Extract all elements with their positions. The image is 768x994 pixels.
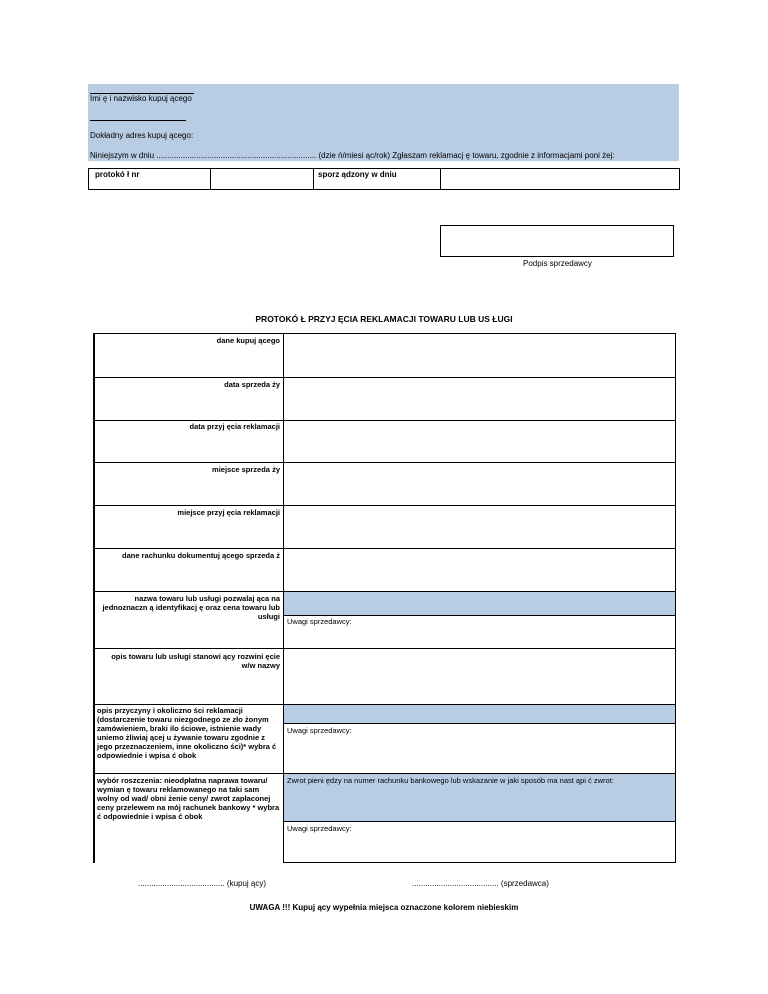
- row-line-1: [93, 333, 676, 334]
- refund-text: Zwrot pieni ędzy na numer rachunku bankowego lub wskazanie w jaki sposób ma nast ąpi ć zwrot:: [287, 776, 614, 785]
- row-line-2: [93, 377, 676, 378]
- product-name-divider: [283, 615, 676, 616]
- buyer-data-label: dane kupuj ącego: [216, 336, 280, 345]
- protocol-title: PROTOKÓ Ł PRZYJ ĘCIA REKLAMACJI TOWARU LUB US ŁUGI: [255, 314, 513, 324]
- protocol-divider-1: [210, 168, 211, 190]
- product-seller-notes: Uwagi sprzedawcy:: [287, 617, 352, 626]
- row-line-4: [93, 462, 676, 463]
- protocol-divider-2: [313, 168, 314, 190]
- acceptance-place-label: miejsce przyj ęcia reklamacji: [177, 508, 280, 517]
- row-line-3: [93, 420, 676, 421]
- buyer-signature: ....................................... (kupuj ący): [138, 879, 267, 888]
- address-line: [90, 120, 186, 121]
- defect-desc-divider: [283, 723, 676, 724]
- seller-signature: ....................................... (sprzedawca): [412, 879, 549, 888]
- defect-seller-notes: Uwagi sprzedawcy:: [287, 726, 352, 735]
- sale-date-label: data sprzeda ży: [224, 380, 280, 389]
- sale-place-label: miejsce sprzeda ży: [212, 465, 280, 474]
- protocol-number-label: protokó ł nr: [95, 170, 140, 179]
- protocol-divider-3: [440, 168, 441, 190]
- name-label: Imi ę i nazwisko kupuj ącego: [90, 94, 192, 103]
- row-line-8: [93, 648, 676, 649]
- claim-seller-notes: Uwagi sprzedawcy:: [287, 824, 352, 833]
- refund-divider: [283, 821, 676, 822]
- statement-text: Niniejszym w dniu ........................................................................ (dzie ń/miesi ąc/rok) Zgłaszam reklamacj ę towaru, zgodnie z informacjami poni żej:: [90, 151, 615, 160]
- acceptance-date-label: data przyj ęcia reklamacji: [189, 422, 280, 431]
- drawn-date-label: sporz ądzony w dniu: [318, 170, 397, 179]
- defect-desc-label: opis przyczyny i okoliczno ści reklamacji (dostarczenie towaru niezgodnego ze zło żonym zamówieniem, braki ilo ściowe, istnienie wady uniemo żliwiaj ącej u żywanie towaru zgodnie z jego przeznaczeniem, inne okoliczno ści)* wybra ć odpowiednie i wpisa ć obok: [97, 706, 277, 760]
- footer-note: UWAGA !!! Kupuj ący wypełnia miejsca oznaczone kolorem niebieskim: [249, 903, 519, 912]
- claim-choice-label: wybór roszczenia: nieodpłatna naprawa towaru/ wymian ę towaru reklamowanego na taki sam wolny od wad/ obni żenie ceny/ zwrot zapłaconej ceny przelewem na mój rachunek bankowy * wybra ć odpowiednie i wpisa ć obok: [97, 776, 280, 821]
- product-name-label: nazwa towaru lub usługi pozwalaj ąca na jednoznaczn ą identyfikacj ę oraz cena towaru lub usługi: [102, 594, 280, 621]
- product-desc-label: opis towaru lub usługi stanowi ący rozwini ęcie w/w nazwy: [111, 652, 280, 670]
- address-label: Dokładny adres kupuj ącego:: [90, 131, 194, 140]
- defect-desc-field[interactable]: [284, 705, 675, 723]
- row-line-6: [93, 548, 676, 549]
- table-left-border: [93, 333, 95, 863]
- table-right-border: [675, 333, 676, 863]
- table-bottom-border: [283, 862, 676, 863]
- seller-signature-label: Podpis sprzedawcy: [523, 259, 592, 268]
- product-name-field[interactable]: [284, 592, 675, 615]
- row-line-5: [93, 505, 676, 506]
- seller-signature-box[interactable]: [440, 225, 674, 257]
- invoice-label: dane rachunku dokumentuj ącego sprzeda ż: [122, 551, 280, 560]
